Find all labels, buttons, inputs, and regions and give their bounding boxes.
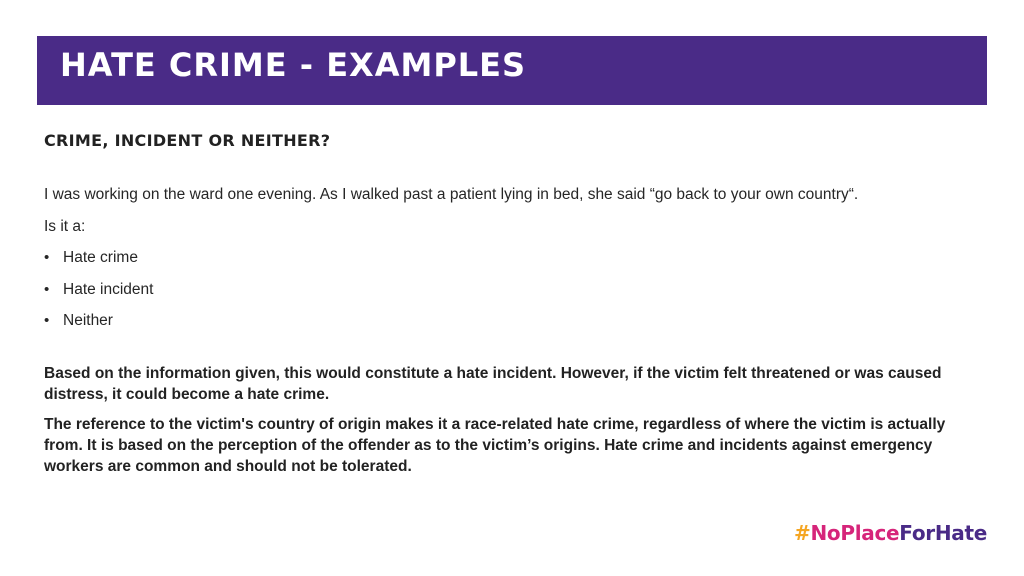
option-label: Neither xyxy=(63,312,113,329)
hashtag-part-noplace: NoPlace xyxy=(810,521,900,545)
title-banner xyxy=(37,36,987,105)
hashtag-symbol: # xyxy=(794,521,811,545)
option-hate-crime xyxy=(44,248,153,280)
bullet-icon: • xyxy=(44,280,50,298)
noplaceforhate-hashtag-logo xyxy=(794,519,987,547)
answer-paragraph: The reference to the victim's country of origin makes it a race-related hate crime, regardless of where the victim is actually from. It is based on the perception of the offender as to the victim’s origins. Hate crime and incidents against emergency workers are common and should not be tolerated. xyxy=(44,416,946,475)
slide-subtitle: CRIME, INCIDENT OR NEITHER? xyxy=(44,131,331,150)
question-text: Is it a: xyxy=(44,218,86,235)
scenario-text: I was working on the ward one evening. As I walked past a patient lying in bed, she said “go back to your own country“. xyxy=(44,186,859,203)
options-list xyxy=(44,248,153,343)
slide-title: HATE CRIME - EXAMPLES xyxy=(60,46,527,84)
answer-paragraph: Based on the information given, this would constitute a hate incident. However, if the victim felt threatened or was caused distress, it could become a hate crime. xyxy=(44,365,942,403)
option-label: Hate incident xyxy=(63,280,154,298)
bullet-icon: • xyxy=(44,312,50,329)
hashtag-part-forhate: ForHate xyxy=(899,521,987,545)
option-label: Hate crime xyxy=(63,249,138,266)
option-neither xyxy=(44,311,153,343)
bullet-icon: • xyxy=(44,249,50,266)
option-hate-incident xyxy=(44,280,153,312)
